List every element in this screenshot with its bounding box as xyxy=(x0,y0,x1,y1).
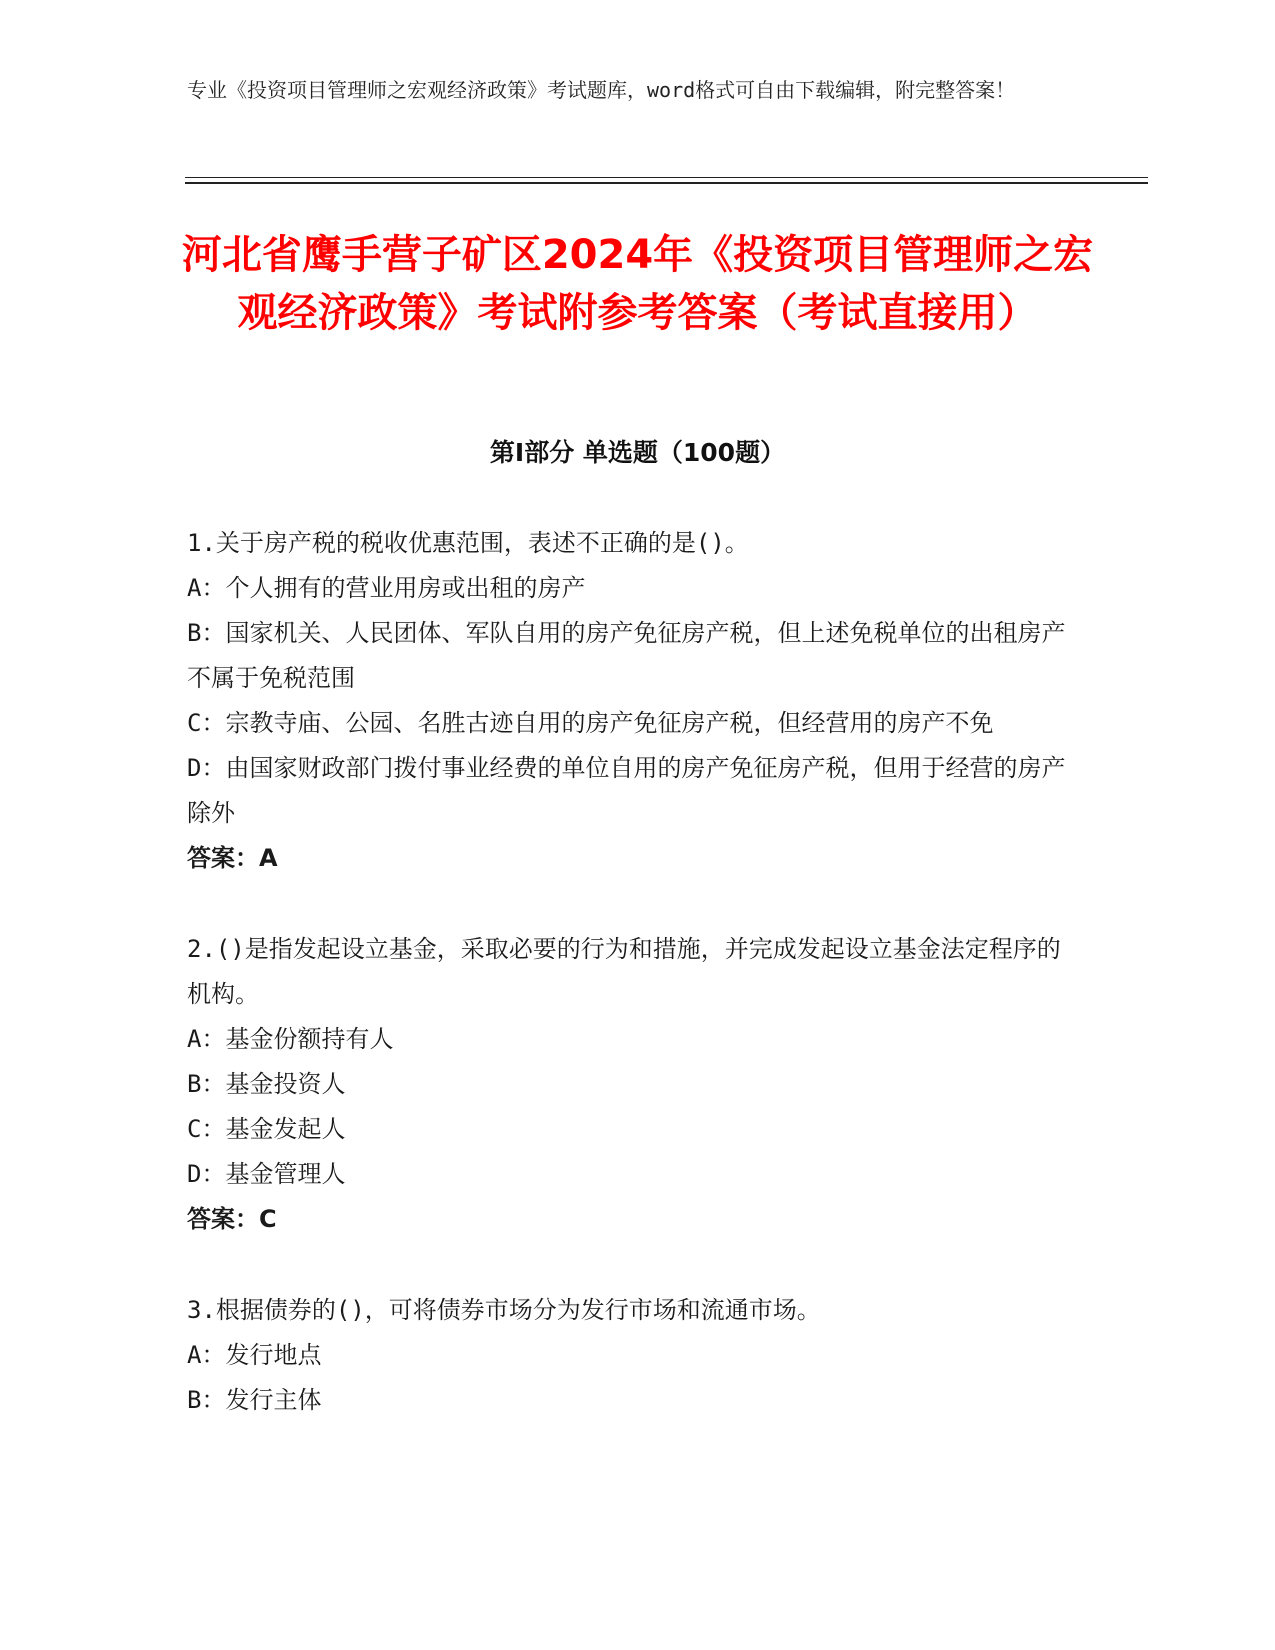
option-a: A：基金份额持有人 xyxy=(187,1025,394,1053)
answer: 答案：C xyxy=(187,1205,277,1233)
question-stem: 3.根据债券的()，可将债券市场分为发行市场和流通市场。 xyxy=(187,1296,821,1324)
section-title: 第Ⅰ部分 单选题（100题） xyxy=(489,438,786,467)
option-c: C：宗教寺庙、公园、名胜古迹自用的房产免征房产税，但经营用的房产不免 xyxy=(187,709,994,737)
option-d: D：由国家财政部门拨付事业经费的单位自用的房产免征房产税，但用于经营的房产除外 xyxy=(187,754,1066,827)
option-a: A：发行地点 xyxy=(187,1341,322,1369)
option-b: B：发行主体 xyxy=(187,1386,322,1414)
question-stem: 1.关于房产税的税收优惠范围，表述不正确的是()。 xyxy=(187,529,749,557)
question-1 xyxy=(187,521,1067,881)
question-stem: 2.()是指发起设立基金，采取必要的行为和措施，并完成发起设立基金法定程序的机构。 xyxy=(187,935,1061,1008)
header-divider-thin xyxy=(185,177,1148,178)
document-title: 河北省鹰手营子矿区2024年《投资项目管理师之宏观经济政策》考试附参考答案（考试直接用） xyxy=(181,232,1094,336)
header-divider-thick xyxy=(185,182,1148,184)
header-note: 专业《投资项目管理师之宏观经济政策》考试题库，word格式可自由下载编辑，附完整答案！ xyxy=(187,78,1016,102)
option-b: B：基金投资人 xyxy=(187,1070,346,1098)
option-d: D：基金管理人 xyxy=(187,1160,346,1188)
option-c: C：基金发起人 xyxy=(187,1115,346,1143)
question-list xyxy=(187,521,1067,1469)
question-3 xyxy=(187,1288,1067,1423)
option-a: A：个人拥有的营业用房或出租的房产 xyxy=(187,574,586,602)
answer: 答案：A xyxy=(187,844,278,872)
question-2 xyxy=(187,927,1067,1242)
option-b: B：国家机关、人民团体、军队自用的房产免征房产税，但上述免税单位的出租房产不属于免税范围 xyxy=(187,619,1066,692)
